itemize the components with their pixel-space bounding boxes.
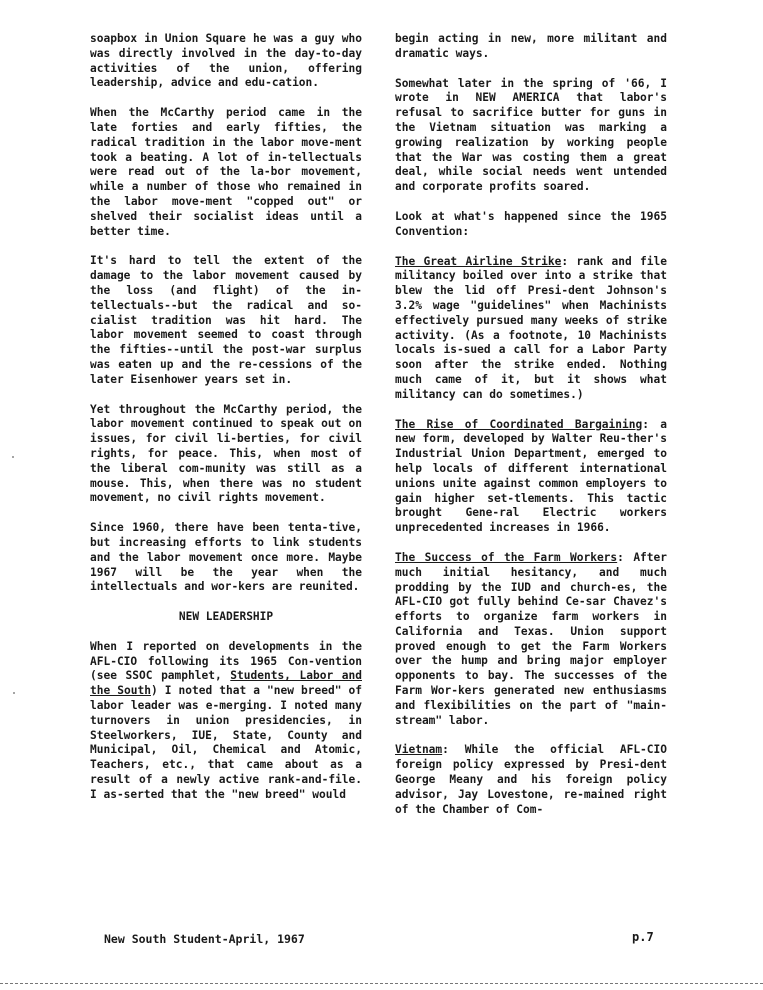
paragraph <box>395 743 667 817</box>
paragraph: When the McCarthy period came in the late forties and early fifties, the radical tradition in the labor move-ment took a beating. A lot of in-tellectuals were read out of the la-bor movement, while a number of those who remained in the labor move-ment "copped out" or shelved their socialist ideas until a better time. <box>90 106 362 238</box>
page-number: p.7 <box>632 930 654 944</box>
paragraph: It's hard to tell the extent of the damage to the labor movement caused by the loss (and flight) of the in-tellectuals--but the radical and so-cialist tradition was hit hard. The labor movement seemed to coast through the fifties--until the post-war surplus was eaten up and the re-cessions of the later Eisenhower years set in. <box>90 254 362 386</box>
left-column <box>90 32 362 818</box>
subsection-title: The Success of the Farm Workers <box>395 550 618 564</box>
paragraph <box>395 255 667 403</box>
pamphlet-title: Students, Labor and the South <box>90 669 362 698</box>
paragraph-text: : After much initial hesitancy, and much prodding by the IUD and church-es, the AFL-CIO got fully behind Ce-sar Chavez's efforts to organize farm workers in California and Texas. Union support proved enough to get the Farm Workers over the hump and bring major employer opponents to bay. The successes of the Farm Wor-kers generated new enthusiasms and flexibilities on the part of "main-stream" labor. <box>395 550 667 727</box>
section-heading: NEW LEADERSHIP <box>178 610 274 624</box>
paragraph-text: : While the official AFL-CIO foreign policy expressed by Presi-dent George Meany and his foreign policy advisor, Jay Lovestone, re-mained right of the Chamber of Com- <box>395 743 667 816</box>
paragraph: Since 1960, there have been tenta-tive, but increasing efforts to link students and the labor movement once more. Maybe 1967 will be the year when the intellectuals and wor-kers are reunited. <box>90 521 362 594</box>
paragraph: begin acting in new, more militant and dramatic ways. <box>395 32 667 60</box>
paragraph-text: : rank and file militancy boiled over into a strike that blew the lid off Presi-dent Johnson's 3.2% wage "guidelines" when Machinists effectively pursued many weeks of strike activity. (As a footnote, 10 Machinists locals is-sued a call for a Labor Party soon after the strike ended. Nothing much came of it, but it shows what militancy can do sometimes.) <box>395 254 667 401</box>
paragraph <box>90 640 362 803</box>
scan-speck <box>13 692 15 694</box>
paragraph: soapbox in Union Square he was a guy who was directly involved in the day-to-day activities of the union, offering leadership, advice and edu-cation. <box>90 32 362 90</box>
paragraph-text: ) I noted that a "new breed" of labor leader was e-merging. I noted many turnovers in union presidencies, in Steelworkers, IUE, State, County and Municipal, Oil, Chemical and Atomic, Teachers, etc., that came about as a result of a newly active rank-and-file. I as-serted that the "new breed" would <box>90 684 362 801</box>
subsection-title: Vietnam <box>395 743 443 757</box>
paragraph-text: When I reported on developments in the AFL-CIO following its 1965 Con-vention (see SSOC pamphlet, <box>90 639 362 683</box>
scan-edge-line <box>0 983 763 984</box>
scan-speck <box>12 456 14 458</box>
paragraph <box>395 418 667 536</box>
paragraph: Somewhat later in the spring of '66, I wrote in NEW AMERICA that labor's refusal to sacrifice butter for guns in the Vietnam situation was marking a growing realization by working people that the War was costing them a great deal, while social needs went untended and corporate profits soared. <box>395 76 667 194</box>
paragraph: Yet throughout the McCarthy period, the labor movement continued to speak out on issues, for civil li-berties, for civil rights, for peace. This, when most of the liberal com-munity was still as a mouse. This, when there was no student movement, no civil rights movement. <box>90 402 362 505</box>
paragraph: Look at what's happened since the 1965 Convention: <box>395 209 667 238</box>
paragraph <box>395 551 667 729</box>
subsection-title: The Rise of Coordinated Bargaining <box>395 417 643 431</box>
subsection-title: The Great Airline Strike <box>395 254 562 268</box>
publication-footer: New South Student-April, 1967 <box>104 932 305 946</box>
paragraph-text: : a new form, developed by Walter Reu-ther's Industrial Union Department, emerged to help locals of different international unions unite against common employers to gain higher set-tlements. This tactic brought Gene-ral Electric workers unprecedented increases in 1966. <box>395 417 667 535</box>
right-column <box>395 32 667 832</box>
